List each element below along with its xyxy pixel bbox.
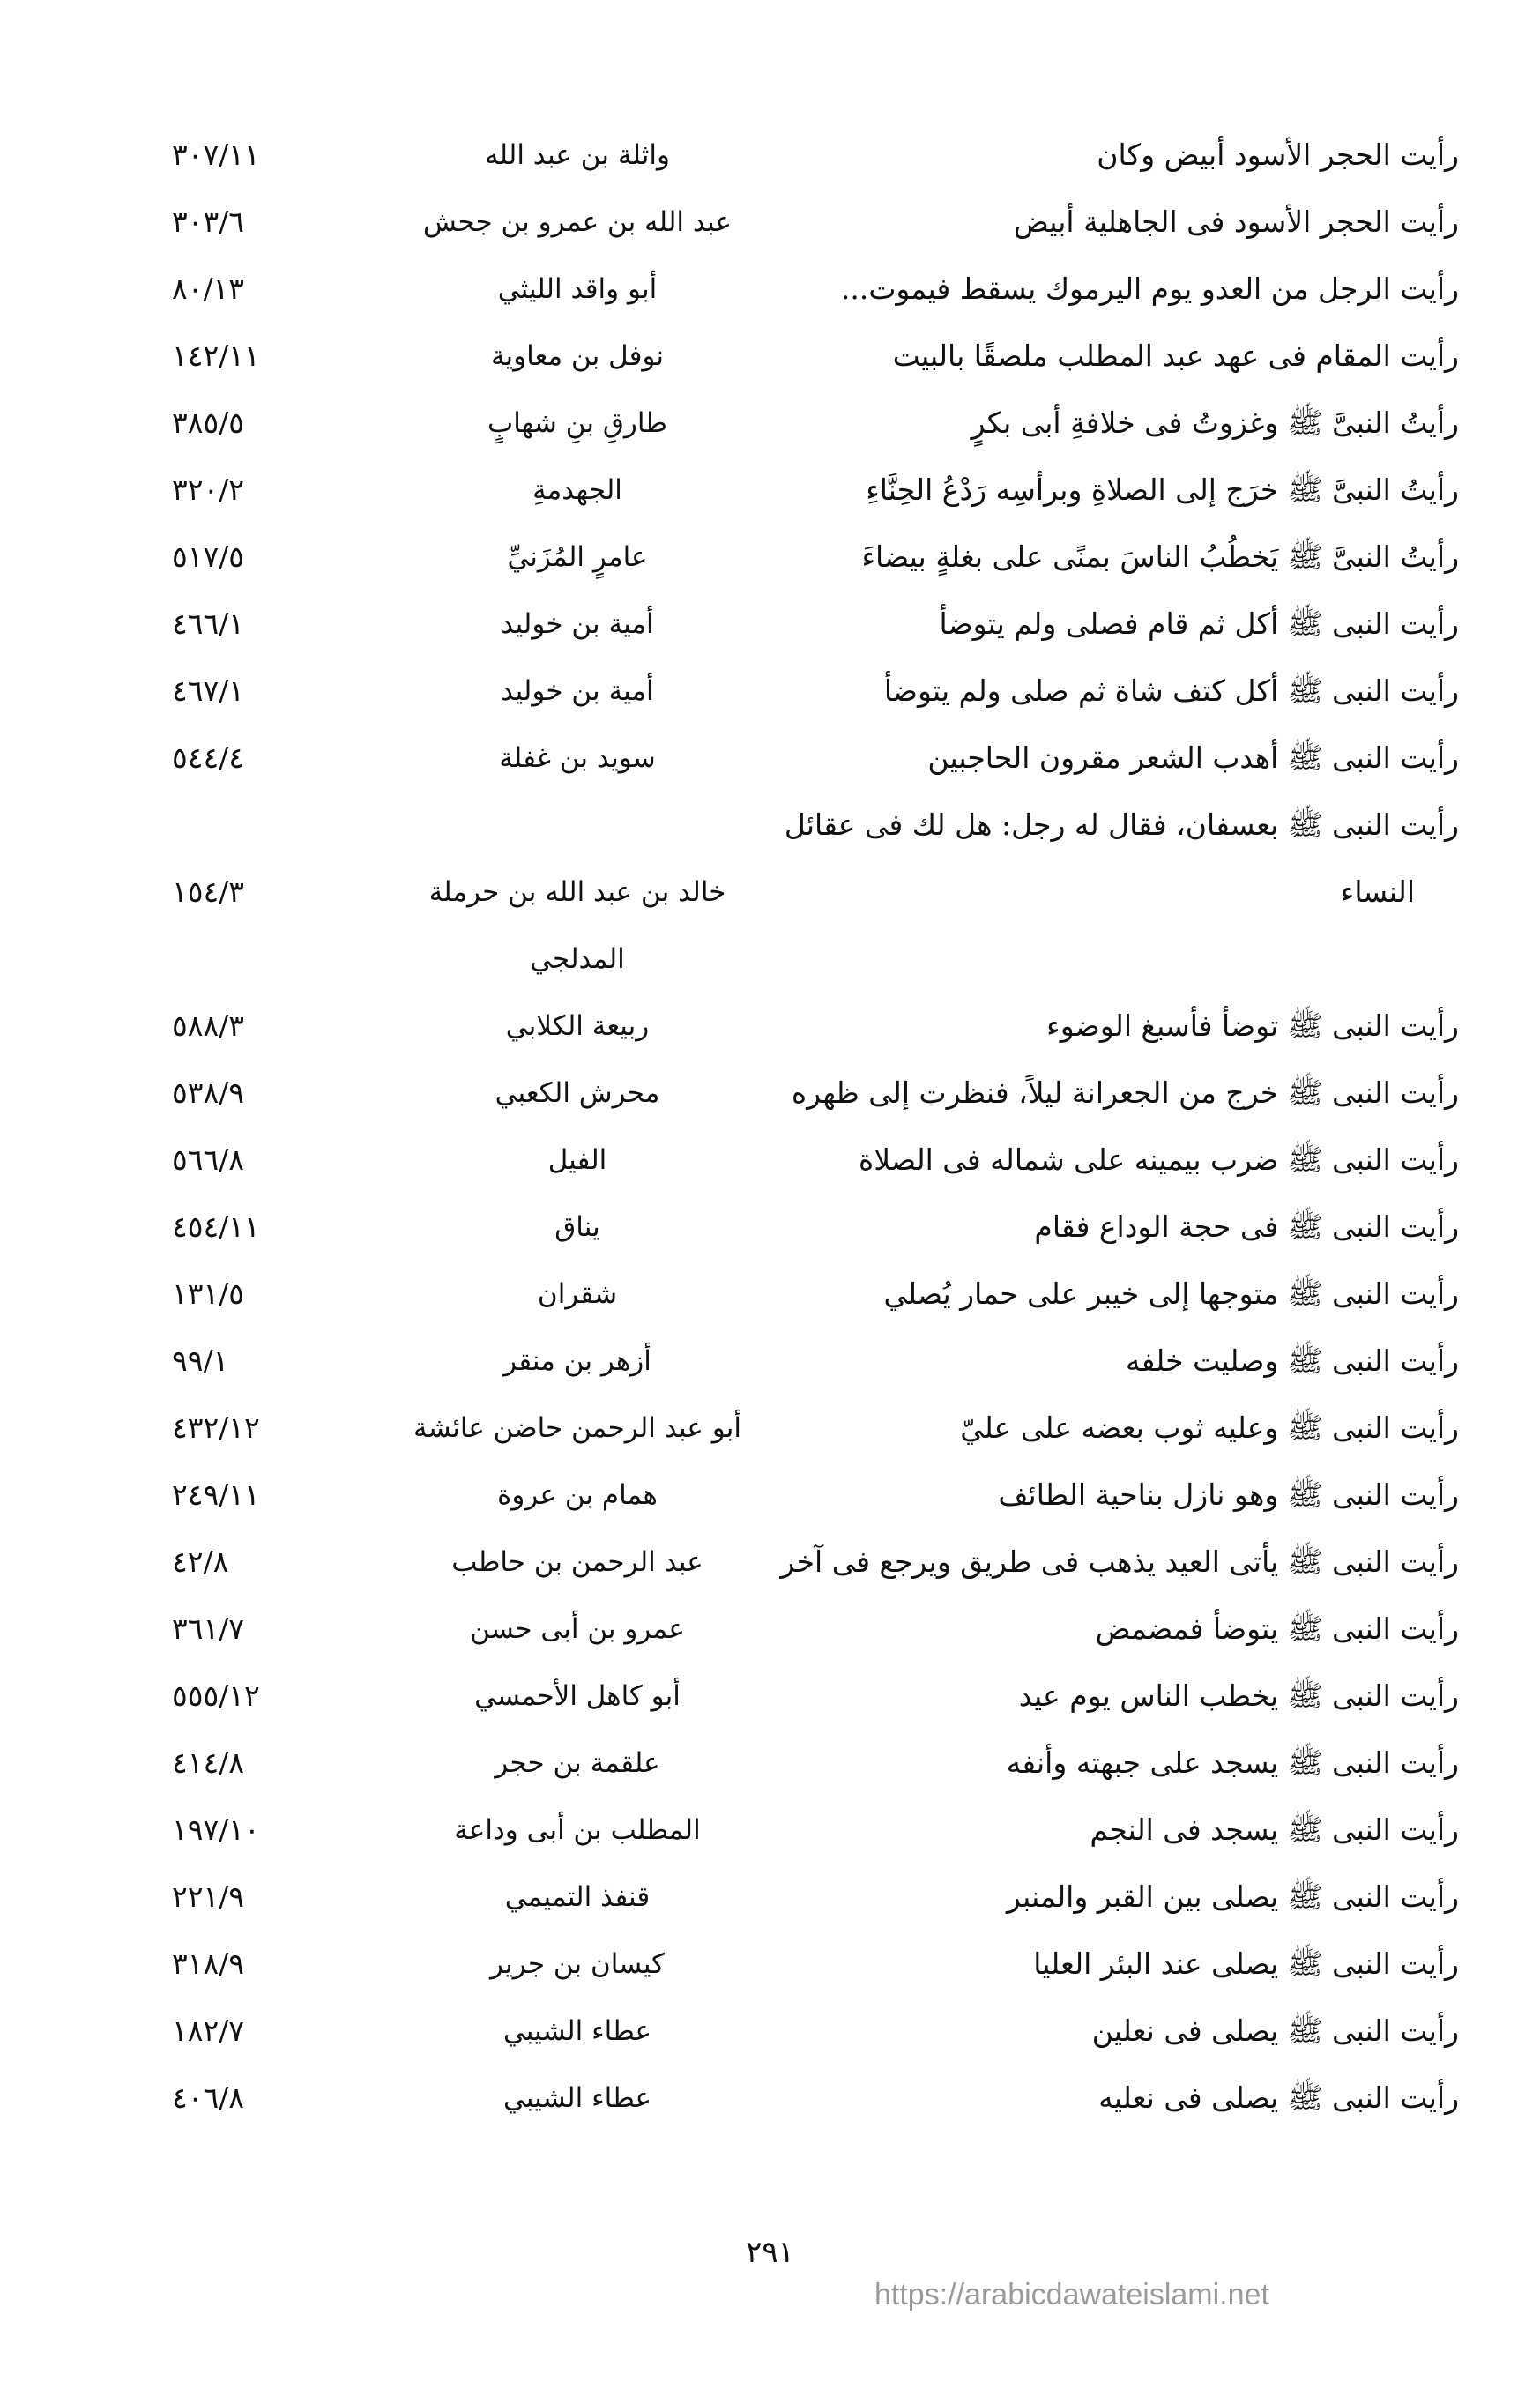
- hadith-phrase: رأيت النبى ﷺ أكل ثم قام فصلى ولم يتوضأ: [939, 607, 1459, 641]
- narrator-name: محرش الكعبي: [495, 1077, 660, 1109]
- hadith-phrase: رأيت النبى ﷺ يتوضأ فمضمض: [1095, 1611, 1459, 1646]
- hadith-phrase: رأيت المقام فى عهد عبد المطلب ملصقًا بالبيت: [892, 339, 1459, 373]
- hadith-phrase: رأيت النبى ﷺ توضأ فأسبغ الوضوء: [1046, 1008, 1459, 1043]
- volume-page-ref: ٤٣٢/١٢: [172, 1410, 260, 1445]
- narrator-name: أبو كاهل الأحمسي: [474, 1680, 681, 1712]
- volume-page-ref: ٣١٨/٩: [172, 1946, 245, 1981]
- hadith-phrase: رأيت النبى ﷺ يأتى العيد يذهب فى طريق ويرجع فى آخر: [780, 1544, 1459, 1579]
- index-row: [172, 1060, 1459, 1127]
- volume-page-ref: ٤٦٦/١: [172, 607, 245, 641]
- narrator-name: شقران: [537, 1278, 618, 1310]
- volume-page-ref: ٤٦٧/١: [172, 674, 245, 708]
- narrator-name: أمية بن خوليد: [501, 608, 654, 640]
- volume-page-ref: ٤٢/٨: [172, 1544, 229, 1579]
- hadith-phrase: رأيت النبى ﷺ يصلى فى نعليه: [1098, 2080, 1459, 2115]
- hadith-phrase: رأيتُ النبىَّ ﷺ خرَج إلى الصلاةِ وبرأسِه رَدْعُ الحِنَّاءِ: [866, 473, 1459, 507]
- narrator-name: عطاء الشيبي: [502, 2082, 652, 2114]
- volume-page-ref: ١٨٢/٧: [172, 2013, 245, 2048]
- index-row: [172, 1127, 1459, 1194]
- hadith-phrase: رأيت النبى ﷺ يسجد فى النجم: [1090, 1812, 1459, 1847]
- index-row: [172, 1462, 1459, 1529]
- narrator-name: أمية بن خوليد: [501, 675, 654, 707]
- volume-page-ref: ٤٥٤/١١: [172, 1209, 260, 1244]
- index-row: [172, 1663, 1459, 1730]
- volume-page-ref: ١٩٧/١٠: [172, 1812, 260, 1847]
- narrator-name: طارقِ بنِ شهابٍ: [487, 407, 667, 439]
- hadith-phrase: رأيت النبى ﷺ وعليه ثوب بعضه على عليّ: [960, 1410, 1459, 1445]
- hadith-phrase: رأيت النبى ﷺ بعسفان، فقال له رجل: هل لك فى عقائل: [784, 808, 1459, 842]
- narrator-name: عامرٍ المُزَنيِّ: [507, 541, 648, 573]
- narrator-name-continuation: المدلجي: [530, 943, 625, 975]
- narrator-name: واثلة بن عبد الله: [485, 139, 670, 171]
- index-row: [172, 1797, 1459, 1864]
- hadith-phrase: رأيت النبى ﷺ أهدب الشعر مقرون الحاجبين: [927, 741, 1459, 775]
- volume-page-ref: ٣٠٣/٦: [172, 205, 245, 239]
- index-row: [172, 323, 1459, 390]
- volume-page-ref: ٥٥٥/١٢: [172, 1678, 260, 1713]
- watermark-url: https://arabicdawateislami.net: [874, 2278, 1269, 2311]
- hadith-phrase: رأيت النبى ﷺ فى حجة الوداع فقام: [1034, 1209, 1459, 1244]
- index-row: [172, 1596, 1459, 1663]
- volume-page-ref: ١٤٢/١١: [172, 339, 260, 373]
- index-row: [172, 524, 1459, 591]
- hadith-phrase: رأيت النبى ﷺ يسجد على جبهته وأنفه: [1006, 1745, 1459, 1780]
- hadith-phrase: رأيت النبى ﷺ وهو نازل بناحية الطائف: [998, 1477, 1459, 1512]
- hadith-phrase: رأيتُ النبىَّ ﷺ يَخطُبُ الناسَ بمنًى على بغلةٍ بيضاءَ: [861, 540, 1459, 574]
- index-row: [172, 658, 1459, 725]
- narrator-name: الفيل: [547, 1144, 607, 1176]
- narrator-name: عمرو بن أبى حسن: [470, 1613, 685, 1645]
- index-row: [172, 1395, 1459, 1462]
- hadith-phrase: رأيت النبى ﷺ يصلى فى نعلين: [1091, 2013, 1459, 2048]
- volume-page-ref: ٣٠٧/١١: [172, 138, 260, 172]
- volume-page-ref: ٣٨٥/٥: [172, 406, 245, 440]
- hadith-phrase: رأيت النبى ﷺ وصليت خلفه: [1125, 1343, 1459, 1378]
- index-row: [172, 1730, 1459, 1797]
- index-row: [172, 1864, 1459, 1931]
- index-row: [172, 725, 1459, 792]
- hadith-phrase: رأيت النبى ﷺ يصلى بين القبر والمنبر: [1006, 1879, 1459, 1914]
- narrator-name: ربيعة الكلابي: [505, 1010, 650, 1042]
- volume-page-ref: ٥١٧/٥: [172, 540, 245, 574]
- hadith-phrase: رأيت النبى ﷺ يخطب الناس يوم عيد: [1018, 1678, 1459, 1713]
- narrator-name: سويد بن غفلة: [499, 742, 656, 774]
- volume-page-ref: ٩٩/١: [172, 1343, 229, 1378]
- index-row: [172, 993, 1459, 1060]
- volume-page-ref: ٢٤٩/١١: [172, 1477, 260, 1512]
- hadith-phrase: رأيت النبى ﷺ خرج من الجعرانة ليلاً، فنظرت إلى ظهره: [791, 1075, 1459, 1110]
- narrator-name: عبد الله بن عمرو بن جحش: [423, 206, 732, 238]
- index-row: [172, 122, 1459, 189]
- index-row: [172, 256, 1459, 323]
- narrator-name: علقمة بن حجر: [495, 1747, 660, 1779]
- index-table: [172, 122, 1459, 2132]
- index-row: [172, 457, 1459, 524]
- volume-page-ref: ١٣١/٥: [172, 1276, 245, 1311]
- volume-page-ref: ٢٢١/٩: [172, 1879, 245, 1914]
- index-row: [172, 591, 1459, 658]
- hadith-phrase: رأيت النبى ﷺ أكل كتف شاة ثم صلى ولم يتوضأ: [883, 674, 1459, 708]
- hadith-phrase-continuation: النساء: [1340, 875, 1415, 909]
- volume-page-ref: ٣٢٠/٢: [172, 473, 245, 507]
- narrator-name: أبو واقد الليثي: [497, 273, 658, 305]
- narrator-name: قنفذ التميمي: [504, 1881, 651, 1913]
- index-row: [172, 1194, 1459, 1261]
- index-row-continuation: [172, 926, 1459, 993]
- index-row-multiline: [172, 792, 1459, 926]
- page-number: ٢٩١: [746, 2235, 794, 2270]
- index-row: [172, 1931, 1459, 1998]
- narrator-name: همام بن عروة: [497, 1479, 658, 1511]
- index-row: [172, 1529, 1459, 1596]
- volume-page-ref: ٤٠٦/٨: [172, 2080, 245, 2115]
- index-row: [172, 1261, 1459, 1328]
- index-row: [172, 390, 1459, 457]
- volume-page-ref: ٨٠/١٣: [172, 272, 245, 306]
- volume-page-ref: ٣٦١/٧: [172, 1611, 245, 1646]
- narrator-name: الجهدمةِ: [532, 474, 622, 506]
- hadith-phrase: رأيت النبى ﷺ ضرب بيمينه على شماله فى الصلاة: [859, 1142, 1459, 1177]
- volume-page-ref: ٥٤٤/٤: [172, 741, 245, 775]
- hadith-phrase: رأيت الرجل من العدو يوم اليرموك يسقط فيموت...: [840, 272, 1459, 306]
- narrator-name: المطلب بن أبى وداعة: [454, 1814, 701, 1846]
- narrator-name: كيسان بن جرير: [490, 1948, 665, 1980]
- narrator-name: أزهر بن منقر: [503, 1345, 651, 1377]
- narrator-name: عبد الرحمن بن حاطب: [451, 1546, 703, 1578]
- index-row: [172, 1328, 1459, 1395]
- volume-page-ref: ١٥٤/٣: [172, 875, 245, 909]
- index-row: [172, 2065, 1459, 2132]
- narrator-name: خالد بن عبد الله بن حرملة: [428, 876, 726, 908]
- hadith-phrase: رأيتُ النبىَّ ﷺ وغزوتُ فى خلافةِ أبى بكرٍ: [971, 406, 1459, 440]
- narrator-name: أبو عبد الرحمن حاضن عائشة: [413, 1412, 741, 1444]
- index-row: [172, 189, 1459, 256]
- index-row: [172, 1998, 1459, 2065]
- hadith-phrase: رأيت النبى ﷺ يصلى عند البئر العليا: [1033, 1946, 1459, 1981]
- hadith-phrase: رأيت الحجر الأسود أبيض وكان: [1097, 138, 1459, 172]
- volume-page-ref: ٥٨٨/٣: [172, 1008, 245, 1043]
- hadith-phrase: رأيت الحجر الأسود فى الجاهلية أبيض: [1013, 205, 1459, 239]
- narrator-name: عطاء الشيبي: [502, 2015, 652, 2047]
- volume-page-ref: ٤١٤/٨: [172, 1745, 245, 1780]
- hadith-phrase: رأيت النبى ﷺ متوجها إلى خيبر على حمار يُصلي: [883, 1276, 1459, 1311]
- volume-page-ref: ٥٦٦/٨: [172, 1142, 245, 1177]
- narrator-name: يناق: [554, 1211, 600, 1243]
- volume-page-ref: ٥٣٨/٩: [172, 1075, 245, 1110]
- narrator-name: نوفل بن معاوية: [490, 340, 665, 372]
